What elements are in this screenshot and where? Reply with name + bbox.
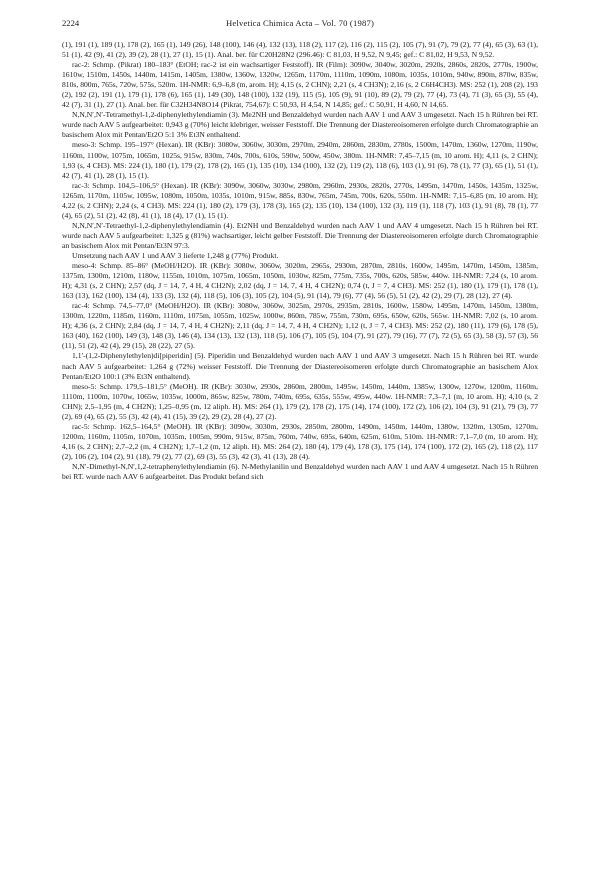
paragraph-meso-4: meso-4: Schmp. 85–86° (MeOH/H2O). IR (KBr): 3080w, 3060w, 3020m, 2965s, 2930m, 2870m, 2810s, 1600w, 1495m, 1470m, 1450m, 1385m, 1375m, 1300m, 1210m, 1180w, 1155m, 1010m, 1075m, 1065m, 1050m, 1030w, 825m, 775m, 735s, 700s, 620s, 585w, 440w. 1H-NMR: 7,24 (s, 10 arom. H); 4,31 (s, 2 CHN); 2,57 (dq, J = 14, 7, 4 H, 4 CH2N); 2,02 (dq, J = 14, 7, 4 H, 4 CH2N); 0,74 (t, J = 7, 4 CH3). MS: 252 (1), 180 (1), 179 (1), 178 (1), 163 (13), 162 (100), 134 (4), 133 (3), 132 (4), 118 (5), 106 (3), 105 (2), 104 (5), 91 (14), 79 (6), 77 (4), 56 (5), 51 (2), 42 (2), 29 (7), 28 (12), 27 (4).: [62, 261, 538, 301]
journal-title: Helvetica Chimica Acta – Vol. 70 (1987): [225, 18, 375, 28]
paragraph-rac-4: rac-4: Schmp. 74,5–77,0° (MeOH/H2O). IR (KBr): 3080w, 3060w, 3025m, 2970s, 2935m, 2810s, 1600w, 1580w, 1495m, 1470m, 1450m, 1380m, 1300m, 1220m, 1185m, 1160m, 1110m, 1075m, 1055m, 1025w, 1000w, 860m, 785w, 755m, 730m, 695s, 650w, 620s, 565w. 1H-NMR: 7,02 (s, 10 arom. H); 4,36 (s, 2 CHN); 2,84 (dq, J = 14, 7, 4 H, 4 CH2N); 2,11 (dq, J = 14, 7, 4 H, 4 CH2N); 1,12 (t, J = 7, 4 CH3). MS: 252 (2), 180 (11), 179 (6), 178 (5), 163 (40), 162 (100), 149 (3), 148 (3), 146 (4), 134 (13), 132 (13), 118 (5), 106 (7), 105 (5), 104 (7), 91 (27), 79 (16), 77 (7), 72 (5), 65 (3), 58 (3), 57 (3), 56 (11), 51 (2), 42 (4), 29 (15), 28 (22), 27 (5).: [62, 301, 538, 351]
paragraph-compound-6: N,N′-Dimethyl-N,N′,1,2-tetraphenylethylendiamin (6). N-Methylanilin und Benzaldehyd wurden nach AAV 1 und AAV 4 umgesetzt. Nach 15 h Rühren bei RT. wurde nach AAV 6 aufgearbeitet. Das Produkt befand sich: [62, 461, 538, 482]
paragraph-continuation: (1), 191 (1), 189 (1), 178 (2), 165 (1), 149 (26), 148 (100), 146 (4), 132 (13), 118 (2), 117 (2), 116 (2), 115 (2), 105 (7), 91 (7), 79 (2), 77 (4), 65 (3), 63 (1), 51 (1), 42 (9), 41 (2), 39 (2), 28 (1), 27 (1), 15 (1). Anal. ber. für C20H28N2 (296.46): C 81,03, H 9,52, N 9,45; gef.: C 81,02, H 9,53, N 9,52.: [62, 40, 538, 60]
paragraph-compound-3: N,N,N′,N′-Tetramethyl-1,2-diphenylethylendiamin (3). Me2NH und Benzaldehyd wurden nach AAV 1 und AAV 3 umgesetzt. Nach 15 h Rühren bei RT. wurde nach AAV 5 aufgearbeitet: 0,943 g (70%) leicht klebriger, weisser Feststoff. Die Trennung der Diastereoisomeren erfolgte durch Chromatographie an basischem Alox mit Pentan/Et2O 5:1 3% Et3N enthaltend.: [62, 110, 538, 140]
article-body: [62, 40, 538, 482]
paragraph-rac-2: rac-2: Schmp. (Pikrat) 180–183° (EtOH; rac-2 ist ein wachsartiger Feststoff). IR (Film): 3090w, 3040w, 3020m, 2920s, 2860s, 2820s, 2770s, 1900w, 1610w, 1510m, 1450s, 1440m, 1415m, 1405m, 1380w, 1360w, 1320w, 1265m, 1170m, 1110m, 1090m, 1080m, 1035s, 1010m, 940w, 890m, 870w, 835w, 810s, 800m, 765s, 720w, 575s, 520m. 1H-NMR: 6,9–6,8 (m, arom. H); 4,15 (s, 2 CHN); 2,21 (s, 4 CH3N); 2,16 (s, 2 C6H4CH3). MS: 252 (1), 208 (2), 193 (2), 192 (2), 191 (1), 179 (1), 178 (6), 165 (1), 149 (30), 148 (100), 132 (19), 115 (5), 105 (9), 91 (10), 89 (2), 79 (2), 77 (4), 73 (4), 71 (3), 65 (3), 55 (4), 42 (7), 31 (1), 27 (1). Anal. ber. für C32H34N8O14 (Pikrat, 754,67): C 50,93, H 4,54, N 14,85; gef.: C 50,91, H 4,60, N 14,65.: [62, 60, 538, 110]
paragraph-meso-3: meso-3: Schmp. 195–197° (Hexan). IR (KBr): 3080w, 3060w, 3030m, 2970m, 2940m, 2860m, 2830m, 2780s, 1500m, 1470m, 1360w, 1270m, 1190w, 1160m, 1100w, 1075m, 1065m, 1025s, 915w, 830m, 740s, 700s, 610s, 590w, 500w, 450w, 380m. 1H-NMR: 7,45–7,15 (m, 10 arom. H); 4,11 (s, 2 CHN); 1,93 (s, 4 CH3). MS: 224 (1), 180 (1), 179 (2), 178 (2), 165 (1), 135 (10), 134 (100), 132 (2), 119 (2), 118 (6), 103 (1), 91 (6), 78 (1), 77 (3), 65 (1), 51 (1), 42 (7), 41 (1), 28 (1), 15 (1).: [62, 140, 538, 180]
paragraph-compound-4: N,N,N′,N′-Tetraethyl-1,2-diphenylethylendiamin (4). Et2NH und Benzaldehyd wurden nach AAV 1 und AAV 4 umgesetzt. Nach 15 h Rühren bei RT. wurde nach AAV 5 aufgearbeitet: 1,325 g (81%) wachsartiger, leicht gelber Feststoff. Die Trennung der Diastereoisomeren erfolgte durch Chromatographie an basischem Alox mit Pentan/Et3N 97:3.: [62, 220, 538, 250]
paragraph-compound-5: 1,1′-(1,2-Diphenylethylen)di[piperidin] (5). Piperidin und Benzaldehyd wurden nach AAV 1 und AAV 3 umgesetzt. Nach 15 h Rühren bei RT. wurde nach AAV 5 aufgearbeitet: 1,264 g (72%) weisser Feststoff. Die Trennung der Diastereoisomeren erfolgte durch Chromatographie an basischem Alox Pentan/Et2O 100:1 (3% Et3N enthaltend).: [62, 351, 538, 381]
paragraph-rac-5: rac-5: Schmp. 162,5–164,5° (MeOH). IR (KBr): 3090w, 3030m, 2930s, 2850m, 2800m, 1490m, 1450m, 1440m, 1380w, 1320m, 1305m, 1270m, 1200m, 1160m, 1105m, 1070m, 1035m, 1005m, 990m, 915w, 875m, 760m, 740w, 695s, 640m, 625m, 610m, 510m. 1H-NMR: 7,1–7,0 (m, 10 arom. H); 4,16 (s, 2 CHN); 2,7–2,2 (m, 4 CH2N); 1,7–1,2 (m, 12 aliph. H). MS: 264 (2), 180 (4), 179 (4), 178 (3), 175 (14), 174 (100), 172 (2), 165 (2), 118 (2), 117 (2), 106 (2), 104 (2), 91 (18), 79 (2), 77 (2), 69 (3), 55 (3), 42 (3), 41 (13), 28 (4).: [62, 421, 538, 461]
page-number: 2224: [62, 18, 80, 28]
paragraph-meso-5: meso-5: Schmp. 179,5–181,5° (MeOH). IR (KBr): 3030w, 2930s, 2860m, 2800m, 1495w, 1450m, 1440m, 1385w, 1300w, 1270w, 1200m, 1160m, 1110m, 1100m, 1070w, 1065w, 1035w, 1000m, 865w, 825w, 780m, 740m, 695s, 635s, 555w, 495w, 440w. 1H-NMR: 7,3–7,1 (m, 10 arom. H); 4,10 (s, 2 CHN); 2,5–1,95 (m, 4 CH2N); 1,25–0,95 (m, 12 aliph. H). MS: 264 (1), 179 (2), 178 (2), 175 (14), 174 (100), 172 (2), 106 (2), 104 (3), 91 (21), 79 (3), 77 (2), 69 (4), 65 (2), 55 (3), 42 (4), 41 (15), 39 (2), 29 (2), 28 (4), 27 (2).: [62, 381, 538, 421]
paragraph-umsetzung: Umsetzung nach AAV 1 und AAV 3 lieferte 1,248 g (77%) Produkt.: [72, 250, 279, 260]
paragraph-rac-3: rac-3: Schmp. 104,5–106,5° (Hexan). IR (KBr): 3090w, 3060w, 3030w, 2980m, 2960m, 2930s, 2820s, 2770s, 1495m, 1470m, 1450s, 1435m, 1325w, 1265m, 1170m, 1105w, 1095w, 1080m, 1050m, 1035s, 1010m, 915w, 885s, 830w, 765m, 745m, 700s, 620s, 550m. 1H-NMR: 7,15–6,85 (m, 10 arom. H); 4,22 (s, 2 CHN); 2,24 (s, 4 CH3). MS: 224 (1), 180 (2), 179 (3), 178 (3), 165 (2), 135 (10), 134 (100), 132 (3), 119 (1), 118 (7), 103 (1), 91 (8), 78 (1), 77 (4), 65 (2), 51 (2), 42 (8), 41 (1), 18 (4), 17 (1), 15 (1).: [62, 180, 538, 220]
running-header: [62, 18, 538, 32]
